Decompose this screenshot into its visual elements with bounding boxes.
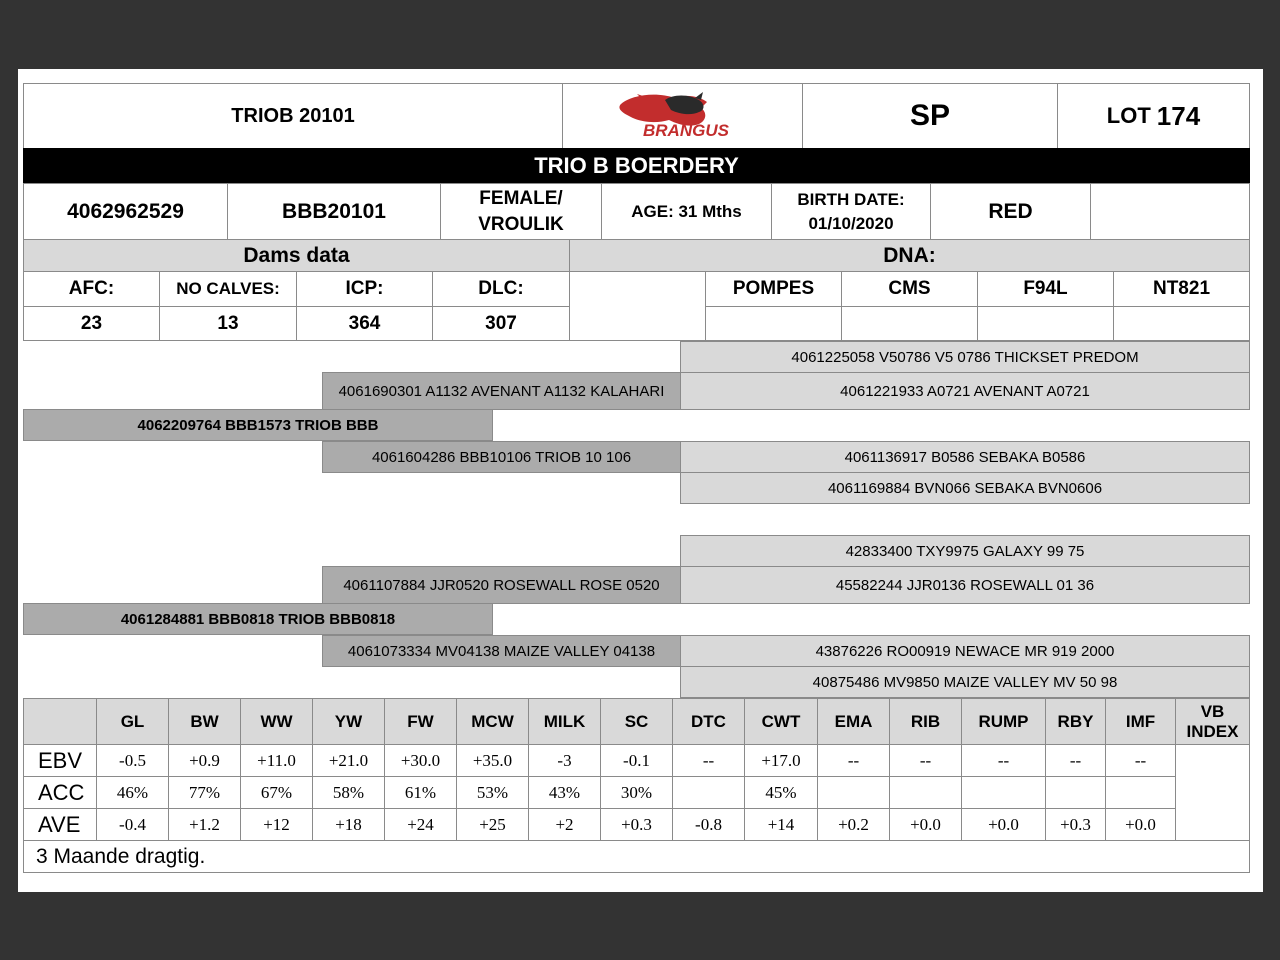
trait-value-cell	[817, 776, 890, 809]
animal-name	[23, 83, 563, 149]
trait-value-cell	[1045, 744, 1106, 777]
pedigree-dss	[680, 535, 1250, 567]
trait-value-text: +1.2	[189, 814, 220, 834]
dna-label-cms	[841, 271, 978, 307]
pedigree-dam-sire	[322, 566, 681, 604]
trait-value-text: 46%	[116, 782, 149, 802]
dam-label-text: AFC:	[68, 278, 115, 299]
dams-data-title	[23, 239, 570, 272]
trait-value-cell	[384, 808, 457, 841]
trait-header-mcw	[456, 698, 529, 745]
dna-title	[569, 239, 1250, 272]
trait-row-label-text: ACC	[38, 779, 85, 805]
dna-label-text: POMPES	[732, 278, 815, 299]
trait-value-cell	[744, 744, 818, 777]
trait-value-text: -0.4	[119, 814, 146, 834]
dam-label-afc	[23, 271, 160, 307]
trait-header-gl	[96, 698, 169, 745]
trait-header-cwt	[744, 698, 818, 745]
trait-row-label	[23, 776, 97, 809]
dna-spacer	[569, 271, 706, 341]
brangus-logo	[562, 83, 803, 149]
trait-row-label	[23, 808, 97, 841]
age-text: AGE: 31 Mths	[631, 201, 742, 221]
dna-label-text: NT821	[1152, 278, 1211, 299]
trait-header-text: BW	[190, 711, 219, 731]
trait-value-text: 45%	[765, 782, 797, 802]
pedigree-dsd	[680, 566, 1250, 604]
trait-value-cell	[456, 776, 529, 809]
trait-value-cell	[384, 744, 457, 777]
trait-header-text: MILK	[543, 711, 586, 731]
vb-index-line2: INDEX	[1186, 721, 1239, 741]
trait-header-imf	[1105, 698, 1176, 745]
trait-header-milk	[528, 698, 601, 745]
trait-header-text: EMA	[834, 711, 873, 731]
trait-value-text: +0.0	[988, 814, 1019, 834]
pedigree-sire-dam	[322, 441, 681, 473]
bull-logo-icon	[603, 90, 763, 142]
trait-value-cell	[1045, 808, 1106, 841]
trait-value-cell	[1045, 776, 1106, 809]
vb-index-value	[1175, 744, 1250, 841]
trait-row-label	[23, 744, 97, 777]
dam-value-text: 307	[485, 312, 517, 334]
dams-title-text: Dams data	[243, 243, 350, 267]
trait-value-text: +0.2	[838, 814, 869, 834]
trait-header-text: MCW	[471, 711, 514, 731]
pedigree-text: 4061284881 BBB0818 TRIOB BBB0818	[120, 610, 396, 628]
trait-value-text: --	[997, 750, 1010, 770]
trait-value-text: +21.0	[328, 750, 369, 770]
trait-value-text: +0.0	[1125, 814, 1156, 834]
trait-value-cell	[528, 808, 601, 841]
trait-value-cell	[528, 776, 601, 809]
lot-number: 174	[1156, 100, 1201, 131]
dna-value-f94l	[977, 306, 1114, 341]
trait-value-cell	[1105, 744, 1176, 777]
trait-header-text: YW	[334, 711, 363, 731]
pedigree-text: 45582244 JJR0136 ROSEWALL 01 36	[835, 576, 1095, 594]
pedigree-sire	[23, 409, 493, 441]
trait-value-text: +14	[767, 814, 795, 834]
trait-value-text: +0.3	[1060, 814, 1091, 834]
trait-value-cell	[312, 776, 385, 809]
pedigree-dds	[680, 635, 1250, 667]
trait-header-dtc	[672, 698, 745, 745]
trait-header-sc	[600, 698, 673, 745]
dam-value-text: 23	[80, 312, 103, 334]
age	[601, 183, 772, 240]
trait-value-text: +25	[479, 814, 506, 834]
sex-line1: FEMALE/	[479, 187, 563, 209]
trait-value-cell	[817, 808, 890, 841]
trait-value-text: --	[1069, 750, 1082, 770]
pedigree-sds	[680, 441, 1250, 473]
pedigree-text: 4061604286 BBB10106 TRIOB 10 106	[371, 448, 632, 466]
trait-value-cell	[168, 744, 241, 777]
id-number-text: 4062962529	[67, 199, 184, 223]
trait-value-cell	[744, 808, 818, 841]
trait-value-cell	[96, 808, 169, 841]
id-number	[23, 183, 228, 240]
note	[23, 840, 1250, 873]
dna-label-f94l	[977, 271, 1114, 307]
trait-header-yw	[312, 698, 385, 745]
trait-value-text: -0.8	[695, 814, 722, 834]
trait-value-cell	[240, 744, 313, 777]
trait-value-text: +0.3	[621, 814, 652, 834]
trait-value-text: --	[847, 750, 860, 770]
trait-value-text: +0.0	[910, 814, 941, 834]
pedigree-ddd	[680, 666, 1250, 698]
trait-header-text: GL	[120, 711, 145, 731]
trait-value-text: 58%	[332, 782, 365, 802]
trait-header-text: IMF	[1125, 711, 1156, 731]
trait-value-cell	[384, 776, 457, 809]
dam-value-text: 364	[348, 312, 381, 334]
trait-value-cell	[1105, 776, 1176, 809]
trait-value-text: 43%	[548, 782, 581, 802]
trait-value-cell	[889, 776, 962, 809]
dna-value-nt821	[1113, 306, 1250, 341]
dam-value-icp	[296, 306, 433, 341]
trait-value-cell	[889, 808, 962, 841]
trait-value-cell	[312, 744, 385, 777]
vb-index-line1: VB	[1200, 701, 1225, 721]
trait-value-cell	[456, 744, 529, 777]
trait-value-cell	[600, 808, 673, 841]
trait-value-text: -0.1	[623, 750, 650, 770]
trait-value-text: --	[702, 750, 715, 770]
colour-text: RED	[988, 199, 1033, 223]
trait-value-text: +12	[263, 814, 290, 834]
pedigree-dam-dam	[322, 635, 681, 667]
dam-label-text: ICP:	[345, 278, 384, 299]
trait-header-text: RUMP	[978, 711, 1029, 731]
trait-header-text: RBY	[1057, 711, 1094, 731]
dam-value-text: 13	[217, 312, 239, 334]
pedigree-sdd	[680, 472, 1250, 504]
lot-label: LOT	[1106, 103, 1151, 128]
trait-value-cell	[312, 808, 385, 841]
pedigree-text: 4061221933 A0721 AVENANT A0721	[840, 382, 1090, 400]
trait-header-ema	[817, 698, 890, 745]
trait-header-bw	[168, 698, 241, 745]
status-badge	[802, 83, 1058, 149]
dna-label-text: F94L	[1023, 278, 1068, 299]
pedigree-text: 4061073334 MV04138 MAIZE VALLEY 04138	[347, 642, 656, 660]
trait-value-text: +18	[335, 814, 362, 834]
trait-value-cell	[96, 744, 169, 777]
breeder-name: TRIO B BOERDERY	[534, 152, 739, 178]
pedigree-text: 4061690301 A1132 AVENANT A1132 KALAHARI	[338, 382, 665, 400]
reg-code-text: BBB20101	[282, 199, 386, 223]
trait-value-text: -3	[557, 750, 572, 770]
trait-header-vb-index	[1175, 698, 1250, 745]
dam-value-dlc	[432, 306, 570, 341]
id-extra	[1090, 183, 1250, 240]
trait-value-cell	[1105, 808, 1176, 841]
pedigree-text: 4061136917 B0586 SEBAKA B0586	[844, 448, 1086, 466]
trait-value-cell	[889, 744, 962, 777]
trait-value-text: +0.9	[189, 750, 220, 770]
svg-text:BRANGUS: BRANGUS	[642, 121, 729, 140]
pedigree-sire-sire	[322, 372, 681, 410]
trait-header-text: CWT	[761, 711, 801, 731]
trait-value-cell	[672, 808, 745, 841]
breeder-banner	[23, 148, 1250, 183]
trait-value-text: +2	[555, 814, 574, 834]
trait-value-text: 67%	[260, 782, 293, 802]
sex-line2: VROULIK	[478, 213, 564, 235]
trait-value-cell	[817, 744, 890, 777]
pedigree-text: 43876226 RO00919 NEWACE MR 919 2000	[815, 642, 1115, 660]
dam-value-afc	[23, 306, 160, 341]
trait-value-text: 61%	[404, 782, 437, 802]
note-text: 3 Maande dragtig.	[36, 844, 206, 868]
animal-name-text: TRIOB 20101	[231, 104, 355, 127]
reg-code	[227, 183, 441, 240]
trait-value-cell	[168, 808, 241, 841]
trait-value-cell	[528, 744, 601, 777]
dam-label-icp	[296, 271, 433, 307]
dam-label-text: DLC:	[478, 278, 524, 299]
colour	[930, 183, 1091, 240]
trait-value-cell	[600, 744, 673, 777]
trait-value-cell	[240, 776, 313, 809]
pedigree-text: 40875486 MV9850 MAIZE VALLEY MV 50 98	[812, 673, 1118, 691]
dna-label-nt821	[1113, 271, 1250, 307]
pedigree-text: 4061169884 BVN066 SEBAKA BVN0606	[827, 479, 1103, 497]
trait-value-cell	[961, 776, 1046, 809]
dam-value-calves	[159, 306, 297, 341]
pedigree-sss	[680, 341, 1250, 373]
dna-label-pompes	[705, 271, 842, 307]
trait-value-text: 77%	[188, 782, 221, 802]
dna-label-text: CMS	[888, 278, 931, 299]
trait-header-ww	[240, 698, 313, 745]
trait-header-text: DTC	[691, 711, 726, 731]
dam-label-calves	[159, 271, 297, 307]
pedigree-text: 4061107884 JJR0520 ROSEWALL ROSE 0520	[343, 576, 660, 594]
dna-value-cms	[841, 306, 978, 341]
trait-header-rump	[961, 698, 1046, 745]
trait-value-cell	[744, 776, 818, 809]
trait-value-cell	[961, 808, 1046, 841]
trait-value-cell	[600, 776, 673, 809]
trait-row-label-text: AVE	[38, 811, 81, 837]
dna-title-text: DNA:	[883, 243, 936, 267]
trait-value-text: +24	[407, 814, 434, 834]
trait-value-cell	[672, 776, 745, 809]
trait-value-cell	[961, 744, 1046, 777]
trait-header-text: SC	[624, 711, 649, 731]
trait-header-rib	[889, 698, 962, 745]
dam-label-dlc	[432, 271, 570, 307]
trait-value-cell	[96, 776, 169, 809]
status-text: SP	[909, 99, 951, 132]
birth-date	[771, 183, 931, 240]
trait-header-rby	[1045, 698, 1106, 745]
trait-value-cell	[672, 744, 745, 777]
trait-value-text: --	[1134, 750, 1147, 770]
sex	[440, 183, 602, 240]
trait-header-text: FW	[407, 711, 434, 731]
pedigree-text: 4061225058 V50786 V5 0786 THICKSET PREDOM	[791, 348, 1139, 366]
trait-value-text: -0.5	[119, 750, 146, 770]
trait-value-text: +35.0	[472, 750, 513, 770]
trait-header-fw	[384, 698, 457, 745]
trait-header-text: WW	[260, 711, 293, 731]
trait-value-text: +17.0	[761, 750, 801, 770]
trait-value-cell	[168, 776, 241, 809]
trait-value-text: +30.0	[400, 750, 441, 770]
birth-date-text: 01/10/2020	[808, 213, 894, 233]
traits-corner	[23, 698, 97, 745]
pedigree-dam	[23, 603, 493, 635]
pedigree-text: 42833400 TXY9975 GALAXY 99 75	[845, 542, 1085, 560]
trait-value-cell	[456, 808, 529, 841]
trait-value-cell	[240, 808, 313, 841]
lot-box	[1057, 83, 1250, 149]
trait-value-text: +11.0	[257, 750, 296, 770]
dam-label-text: NO CALVES:	[176, 279, 280, 298]
trait-header-text: RIB	[910, 711, 941, 731]
birth-label: BIRTH DATE:	[797, 189, 905, 209]
pedigree-ssd	[680, 372, 1250, 410]
trait-value-text: 30%	[620, 782, 653, 802]
trait-row-label-text: EBV	[38, 747, 83, 773]
trait-value-text: --	[919, 750, 932, 770]
dna-value-pompes	[705, 306, 842, 341]
trait-value-text: 53%	[476, 782, 509, 802]
pedigree-text: 4062209764 BBB1573 TRIOB BBB	[137, 416, 379, 434]
